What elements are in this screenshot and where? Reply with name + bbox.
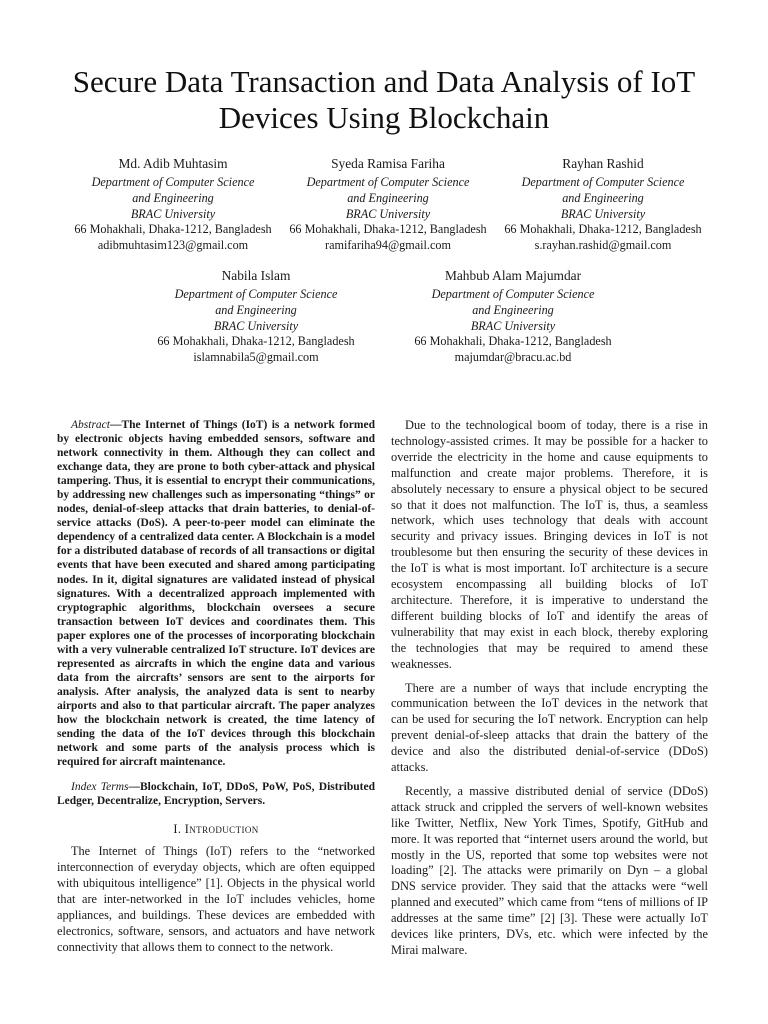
author-email: ramifariha94@gmail.com <box>325 238 451 253</box>
author-dept: Department of Computer Science <box>91 175 255 189</box>
abstract-label: Abstract <box>71 419 110 431</box>
author-dept-cont: and Engineering <box>472 302 554 317</box>
abstract-text: —The Internet of Things (IoT) is a network formed by electronic objects having embedded sensors, software and network connectivity in them. Although they can collect and exchange data, they are prone to both cyber-attack and physical tampering. Thus, it is essential to encrypt their communications, by addressing new challenges such as impersonating “things” or nodes, denial-of-sleep attacks that drain batteries, to denial-of-service attacks (DoS). A peer-to-peer model can eliminate the dependency of a centralized data center. A Blockchain is a model for a distributed database of records of all transactions or digital events that have been executed and shared among participating nodes. In it, digital signatures are validated instead of physical signatures. With a decentralized approach implemented with cryptographic algorithms, blockchain oversees a secure transaction between IoT devices and coordinates them. This paper explores one of the processes of incorporating blockchain with a very vulnerable centralized IoT structure. IoT devices are represented as aircrafts in which the engine data and various data from the aircrafts’ sensors are sent to the airports for analysis. After analysis, the analyzed data is sent to nearby airports and also to that particular aircraft. The paper analyzes how the blockchain network is created, the time latency of sending the data of the IoT devices through this blockchain network and some parts of the analysis process which is required for aircraft maintenance. <box>57 419 375 769</box>
body-paragraph: There are a number of ways that include encrypting the communication between the IoT devices in the network that can be used for securing the IoT network. Encryption can help prevent denial-of-sleep attacks that drain the battery of the device and also the distributed denial-of-service (DDoS) attacks. <box>391 680 708 775</box>
author-name: Mahbub Alam Majumdar <box>444 268 582 283</box>
author-email: islamnabila5@gmail.com <box>193 350 319 365</box>
author-block-4 <box>140 267 372 366</box>
author-address: 66 Mohakhali, Dhaka-1212, Bangladesh <box>414 334 612 349</box>
author-university: BRAC University <box>560 206 646 221</box>
abstract <box>57 418 375 769</box>
author-address: 66 Mohakhali, Dhaka-1212, Bangladesh <box>289 222 487 237</box>
index-terms <box>57 780 375 808</box>
author-block-1 <box>57 155 289 254</box>
author-name: Syeda Ramisa Fariha <box>331 156 445 171</box>
author-address: 66 Mohakhali, Dhaka-1212, Bangladesh <box>74 222 272 237</box>
author-dept-cont: and Engineering <box>132 190 214 205</box>
author-university: BRAC University <box>345 206 431 221</box>
body-paragraph: Recently, a massive distributed denial of service (DDoS) attack struck and crippled the servers of well-known websites like Twitter, Netflix, New York Times, Spotify, GitHub and more. It was reported that “internet users around the world, but mostly in the US, reported that some top websites were not loading” [2]. The attacks were primarily on Dyn – a global DNS service provider. They said that the attacks were “well planned and executed” which came from “tens of millions of IP addresses at the same time” [2] [3]. These were actually IoT devices like printers, DVs, etc. which were infected by the Mirai malware. <box>391 783 708 957</box>
author-block-2 <box>272 155 504 254</box>
author-address: 66 Mohakhali, Dhaka-1212, Bangladesh <box>504 222 702 237</box>
section-heading-text: I. Introduction <box>173 822 259 837</box>
author-email: s.rayhan.rashid@gmail.com <box>534 238 672 253</box>
author-dept-cont: and Engineering <box>215 302 297 317</box>
author-dept: Department of Computer Science <box>174 287 338 301</box>
author-dept: Department of Computer Science <box>521 175 685 189</box>
author-address: 66 Mohakhali, Dhaka-1212, Bangladesh <box>157 334 355 349</box>
body-paragraph: Due to the technological boom of today, there is a rise in technology-assisted crimes. It may be possible for a hacker to override the electricity in the home and cause equipments to malfunction and create major problems. Therefore, it is absolutely necessary to ensure a physical object to be secured so that it does not malfunction. The IoT is, thus, a seamless network, which uses technology that deals with account security and privacy issues. Bringing devices in IoT is not troublesome but then ensuring the security of these devices in the IoT is what is most important. IoT architecture is a secure ecosystem encompassing all building blocks of IoT architecture. Therefore, it is imperative to understand the different building blocks of IoT and identify the areas of vulnerability that may exist in each block, thereby exploring the technologies that may be required to amend these weaknesses. <box>391 418 708 671</box>
right-column <box>391 418 708 959</box>
author-email: majumdar@bracu.ac.bd <box>454 350 572 365</box>
intro-paragraph: The Internet of Things (IoT) refers to the “networked interconnection of everyday objects, which are often equipped with ubiquitous intelligence” [1]. Objects in the physical world that are inter-networked in the IoT includes vehicles, home appliances, and buildings. These devices are embedded with electronics, software, sensors, and actuators and have network connectivity that allows them to connect to the network. <box>57 844 375 954</box>
author-university: BRAC University <box>213 318 299 333</box>
author-dept-cont: and Engineering <box>347 190 429 205</box>
author-university: BRAC University <box>130 206 216 221</box>
left-column <box>57 418 375 956</box>
author-name: Rayhan Rashid <box>562 156 644 171</box>
author-dept: Department of Computer Science <box>431 287 595 301</box>
author-block-3 <box>487 155 719 254</box>
index-terms-text: —Blockchain, IoT, DDoS, PoW, PoS, Distributed Ledger, Decentralize, Encryption, Servers. <box>57 781 375 808</box>
author-dept-cont: and Engineering <box>562 190 644 205</box>
author-email: adibmuhtasim123@gmail.com <box>97 238 249 253</box>
paper-title: Secure Data Transaction and Data Analysis of IoT Devices Using Blockchain <box>72 64 696 135</box>
author-university: BRAC University <box>470 318 556 333</box>
author-dept: Department of Computer Science <box>306 175 470 189</box>
author-name: Nabila Islam <box>221 268 291 283</box>
author-name: Md. Adib Muhtasim <box>118 156 228 171</box>
author-block-5 <box>397 267 629 366</box>
section-heading-introduction <box>57 822 375 838</box>
index-terms-label: Index Terms <box>71 781 129 794</box>
